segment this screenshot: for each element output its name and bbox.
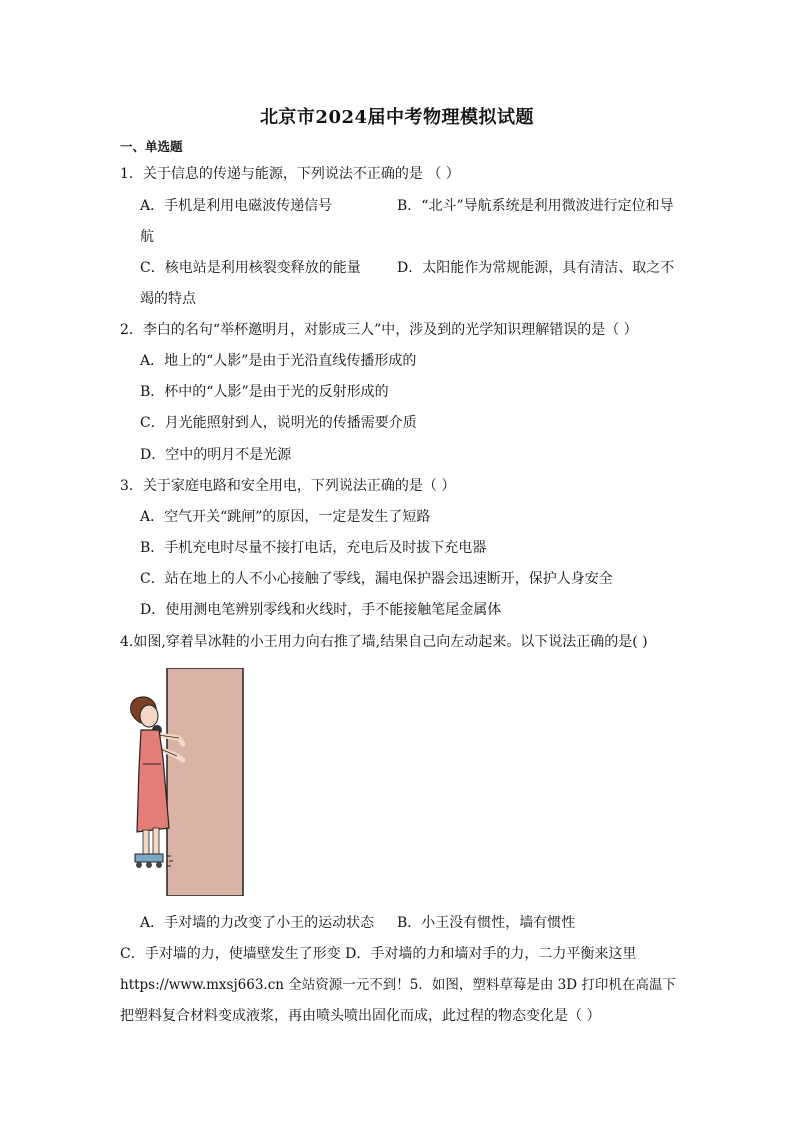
q3-option-c: C．站在地上的人不小心接触了零线，漏电保护器会迅速断开，保护人身安全 xyxy=(140,571,613,587)
skate-wheel xyxy=(136,862,142,868)
q2-option-b: B．杯中的“人影”是由于光的反射形成的 xyxy=(140,384,389,400)
q5-line1: https://www.mxsj663.cn 全站资源一元不到！5．如图，塑料草莓是由 3D 打印机在高温下 xyxy=(120,977,676,993)
q1-option-c: C．核电站是利用核裂变释放的能量 xyxy=(140,260,361,276)
q1-option-b: B．“北斗”导航系统是利用微波进行定位和导 xyxy=(397,198,674,214)
roller-skates xyxy=(135,854,163,862)
q1-option-a: A．手机是利用电磁波传递信号 xyxy=(140,198,333,214)
face xyxy=(140,705,158,727)
q4-stem: 4.如图,穿着旱冰鞋的小王用力向右推了墙,结果自己向左动起来。以下说法正确的是( ) xyxy=(120,634,648,650)
q3-option-a: A．空气开关“跳闸”的原因，一定是发生了短路 xyxy=(140,509,431,525)
q5-line2: 把塑料复合材料变成液浆，再由喷头喷出固化而成，此过程的物态变化是（ ） xyxy=(120,1008,601,1024)
q4-option-b: B．小王没有惯性，墙有惯性 xyxy=(397,915,576,931)
q3-stem: 3．关于家庭电路和安全用电，下列说法正确的是（ ） xyxy=(120,478,456,494)
q2-option-a: A．地上的“人影”是由于光沿直线传播形成的 xyxy=(140,353,417,369)
q1-option-d: D．太阳能作为常规能源，具有清洁、取之不 xyxy=(397,260,675,276)
skate-wheel xyxy=(156,862,162,868)
leg-right xyxy=(153,828,159,854)
q1-option-b-cont: 航 xyxy=(140,229,154,245)
q4-option-cd: C．手对墙的力，使墙壁发生了形变 D．手对墙的力和墙对手的力，二力平衡来这里 xyxy=(120,946,637,962)
q3-option-b: B．手机充电时尽量不接打电话，充电后及时拔下充电器 xyxy=(140,540,487,556)
q2-option-c: C．月光能照射到人，说明光的传播需要介质 xyxy=(140,415,417,431)
leg-left xyxy=(143,830,149,854)
section-heading: 一、单选题 xyxy=(120,139,183,154)
skate-wheel xyxy=(146,862,152,868)
q2-option-d: D．空中的明月不是光源 xyxy=(140,447,292,463)
q1-stem: 1．关于信息的传递与能源，下列说法不正确的是 （ ） xyxy=(120,166,460,182)
q1-option-d-cont: 竭的特点 xyxy=(140,291,196,307)
wall xyxy=(167,668,243,896)
q4-option-a: A．手对墙的力改变了小王的运动状态 xyxy=(140,915,375,931)
dress xyxy=(137,730,169,832)
skater-pushing-wall-figure xyxy=(123,668,245,896)
page-title: 北京市2024届中考物理模拟试题 xyxy=(259,107,535,128)
q3-option-d: D．使用测电笔辨别零线和火线时，手不能接触笔尾金属体 xyxy=(140,602,502,618)
q2-stem: 2．李白的名句“举杯邀明月，对影成三人”中，涉及到的光学知识理解错误的是（ ） xyxy=(120,322,638,338)
